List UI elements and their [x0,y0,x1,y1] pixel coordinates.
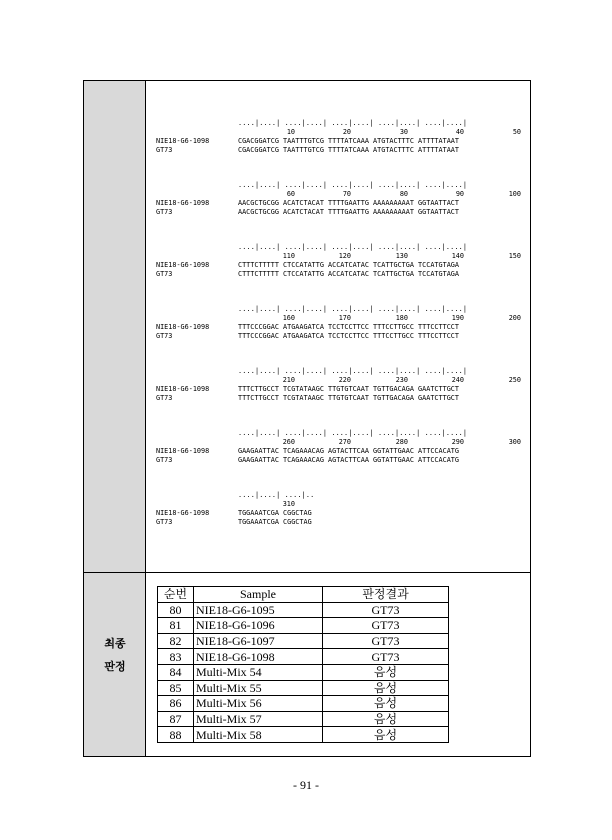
position-number: 260 [282,438,295,446]
cell-result: GT73 [323,618,449,634]
position-number: 70 [342,190,351,198]
sequence-name: NIE18-G6-1098 [156,323,210,331]
cell-result: GT73 [323,649,449,665]
cell-result: GT73 [323,602,449,618]
position-number: 310 [282,500,295,508]
sequence-data: TGGAAATCGA CGGCTAG [238,509,312,517]
position-number: 170 [338,314,351,322]
cell-sample: Multi-Mix 54 [194,664,323,680]
sequence-data: CTTTCTTTTT CTCCATATTG ACCATCATAC TCATTGCTGA TCCATGTAGA [238,270,459,278]
table-row [158,696,449,712]
cell-sample: Multi-Mix 58 [194,727,323,743]
cell-seq-number: 81 [158,618,194,634]
position-number: 180 [395,314,408,322]
position-numbers [238,190,519,199]
table-row [158,633,449,649]
alignment-ruler: ....|....| ....|....| ....|....| ....|....| ....|....| [238,119,468,127]
cell-seq-number: 83 [158,649,194,665]
cell-result: 음성 [323,680,449,696]
table-header-row [158,587,449,603]
sequence-data: TTTCCCGGAC ATGAAGATCA TCCTCCTTCC TTTCCTTGCC TTTCCTTCCT [238,332,459,340]
position-number: 280 [395,438,408,446]
sequence-name: GT73 [156,208,173,216]
position-number: 10 [286,128,295,136]
sequence-name: GT73 [156,270,173,278]
alignment-ruler: ....|....| ....|....| ....|....| ....|....| ....|....| [238,181,468,189]
position-number: 130 [395,252,408,260]
sequence-name: GT73 [156,332,173,340]
sequence-data: TGGAAATCGA CGGCTAG [238,518,312,526]
results-table [157,586,449,743]
position-number: 40 [455,128,464,136]
header-sample: Sample [194,587,323,603]
sequence-name: GT73 [156,518,173,526]
position-numbers [238,128,519,137]
cell-seq-number: 86 [158,696,194,712]
sequence-name: NIE18-G6-1098 [156,261,210,269]
position-number: 210 [282,376,295,384]
table-row [158,649,449,665]
position-numbers [238,438,519,447]
sequence-data: AACGCTGCGG ACATCTACAT TTTTGAATTG AAAAAAAAAT GGTAATTACT [238,199,459,207]
alignment-ruler: ....|....| ....|....| ....|....| ....|....| ....|....| [238,243,468,251]
cell-seq-number: 85 [158,680,194,696]
sequence-data: CTTTCTTTTT CTCCATATTG ACCATCATAC TCATTGCTGA TCCATGTAGA [238,261,459,269]
position-number: 30 [399,128,408,136]
sequence-data: TTTCTTGCCT TCGTATAAGC TTGTGTCAAT TGTTGACAGA GAATCTTGCT [238,394,459,402]
position-number: 140 [451,252,464,260]
position-number: 150 [508,252,521,260]
cell-sample: NIE18-G6-1098 [194,649,323,665]
position-number: 300 [508,438,521,446]
sequence-data: CGACGGATCG TAATTTGTCG TTTTATCAAA ATGTACTTTC ATTTTATAAT [238,146,459,154]
position-number: 80 [399,190,408,198]
position-number: 110 [282,252,295,260]
position-number: 230 [395,376,408,384]
table-row [158,602,449,618]
position-number: 160 [282,314,295,322]
table-row [158,664,449,680]
side-column-final [84,572,146,756]
sequence-name: GT73 [156,146,173,154]
position-number: 60 [286,190,295,198]
position-number: 20 [342,128,351,136]
cell-seq-number: 87 [158,711,194,727]
position-numbers [238,314,519,323]
sequence-data: TTTCTTGCCT TCGTATAAGC TTGTGTCAAT TGTTGACAGA GAATCTTGCT [238,385,459,393]
position-numbers [238,376,519,385]
position-numbers [238,252,519,261]
cell-result: 음성 [323,711,449,727]
sequence-name: NIE18-G6-1098 [156,509,210,517]
sequence-data: GAAGAATTAC TCAGAAACAG AGTACTTCAA GGTATTGAAC ATTCCACATG [238,447,459,455]
sequence-name: NIE18-G6-1098 [156,199,210,207]
position-number: 90 [455,190,464,198]
cell-result: 음성 [323,696,449,712]
cell-sample: Multi-Mix 55 [194,680,323,696]
position-number: 50 [512,128,521,136]
sequence-data: GAAGAATTAC TCAGAAACAG AGTACTTCAA GGTATTGAAC ATTCCACATG [238,456,459,464]
position-number: 190 [451,314,464,322]
cell-sample: Multi-Mix 56 [194,696,323,712]
sequence-data: AACGCTGCGG ACATCTACAT TTTTGAATTG AAAAAAAAAT GGTAATTACT [238,208,459,216]
section-divider [84,572,530,573]
sequence-name: GT73 [156,394,173,402]
header-seq-number: 순번 [158,587,194,603]
position-number: 220 [338,376,351,384]
final-judgment-label: 최종 판정 [104,637,126,673]
alignment-ruler: ....|....| ....|....| ....|....| ....|....| ....|....| [238,305,468,313]
position-number: 270 [338,438,351,446]
report-frame [83,80,531,757]
cell-sample: NIE18-G6-1097 [194,633,323,649]
table-row [158,711,449,727]
cell-seq-number: 80 [158,602,194,618]
cell-seq-number: 82 [158,633,194,649]
sequence-name: GT73 [156,456,173,464]
table-row [158,618,449,634]
page-number: - 91 - [293,778,319,792]
position-number: 120 [338,252,351,260]
sequence-data: TTTCCCGGAC ATGAAGATCA TCCTCCTTCC TTTCCTTGCC TTTCCTTCCT [238,323,459,331]
position-number: 240 [451,376,464,384]
cell-sample: NIE18-G6-1096 [194,618,323,634]
cell-result: GT73 [323,633,449,649]
cell-sample: NIE18-G6-1095 [194,602,323,618]
cell-result: 음성 [323,727,449,743]
cell-seq-number: 88 [158,727,194,743]
sequence-name: NIE18-G6-1098 [156,385,210,393]
cell-result: 음성 [323,664,449,680]
position-number: 250 [508,376,521,384]
side-column-alignment [84,81,146,572]
cell-seq-number: 84 [158,664,194,680]
sequence-name: NIE18-G6-1098 [156,137,210,145]
position-number: 200 [508,314,521,322]
sequence-name: NIE18-G6-1098 [156,447,210,455]
table-row [158,680,449,696]
position-number: 290 [451,438,464,446]
position-numbers [238,500,519,509]
alignment-ruler: ....|....| ....|.. [238,491,315,499]
cell-sample: Multi-Mix 57 [194,711,323,727]
alignment-ruler: ....|....| ....|....| ....|....| ....|....| ....|....| [238,429,468,437]
sequence-data: CGACGGATCG TAATTTGTCG TTTTATCAAA ATGTACTTTC ATTTTATAAT [238,137,459,145]
header-result: 판정결과 [323,587,449,603]
table-row [158,727,449,743]
alignment-ruler: ....|....| ....|....| ....|....| ....|....| ....|....| [238,367,468,375]
position-number: 100 [508,190,521,198]
